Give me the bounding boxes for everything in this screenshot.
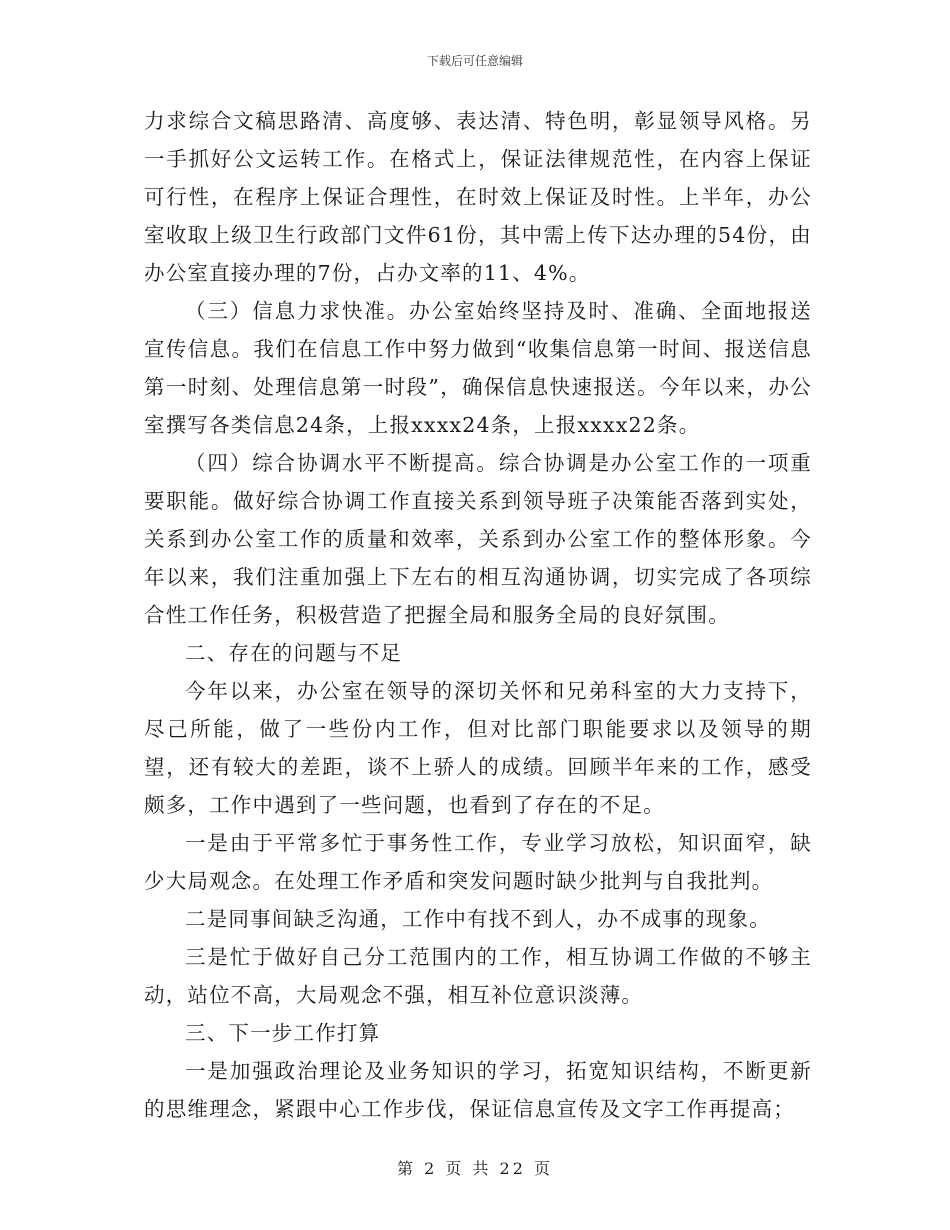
page-header: 下载后可任意编辑 [426,54,523,68]
paragraph-3: （四）综合协调水平不断提高。综合协调是办公室工作的一项重要职能。做好综合协调工作直接关系到领导班子决策能否落到实处，关系到办公室工作的质量和效率，关系到办公室工作的整体形象。今年以来，我们注重加强上下左右的相互沟通协调，切实完成了各项综合性工作任务，积极营造了把握全局和服务全局的良好氛围。 [144,451,812,627]
section-heading-problems: 二、存在的问题与不足 [185,641,402,665]
paragraph-8: 三是忙于做好自己分工范围内的工作，相互协调工作做的不够主动，站位不高，大局观念不强，相互补位意识淡薄。 [144,945,812,1007]
paragraph-2: （三）信息力求快准。办公室始终坚持及时、准确、全面地报送宣传信息。我们在信息工作中努力做到“收集信息第一时间、报送信息第一时刻、处理信息第一时段”，确保信息快速报送。今年以来，办公室撰写各类信息24条，上报xxxx24条，上报xxxx22条。 [144,299,812,437]
page-footer: 第 2 页 共 22 页 [397,1159,553,1178]
paragraph-6: 一是由于平常多忙于事务性工作，专业学习放松，知识面窄，缺少大局观念。在处理工作矛盾和突发问题时缺少批判与自我批判。 [144,831,812,893]
document-body [144,102,812,1128]
paragraph-7: 二是同事间缺乏沟通，工作中有找不到人，办不成事的现象。 [185,907,771,931]
paragraph-1: 力求综合文稿思路清、高度够、表达清、特色明，彰显领导风格。另一手抓好公文运转工作。在格式上，保证法律规范性，在内容上保证可行性，在程序上保证合理性，在时效上保证及时性。上半年，办公室收取上级卫生行政部门文件61份，其中需上传下达办理的54份，由办公室直接办理的7份，占办文率的11、4%。 [144,109,812,285]
paragraph-10: 一是加强政治理论及业务知识的学习，拓宽知识结构，不断更新的思维理念，紧跟中心工作步伐，保证信息宣传及文字工作再提高； [144,1059,812,1121]
section-heading-next-steps: 三、下一步工作打算 [185,1021,381,1045]
paragraph-5: 今年以来，办公室在领导的深切关怀和兄弟科室的大力支持下，尽己所能，做了一些份内工作，但对比部门职能要求以及领导的期望，还有较大的差距，谈不上骄人的成绩。回顾半年来的工作，感受颇多，工作中遇到了一些问题，也看到了存在的不足。 [144,679,812,817]
